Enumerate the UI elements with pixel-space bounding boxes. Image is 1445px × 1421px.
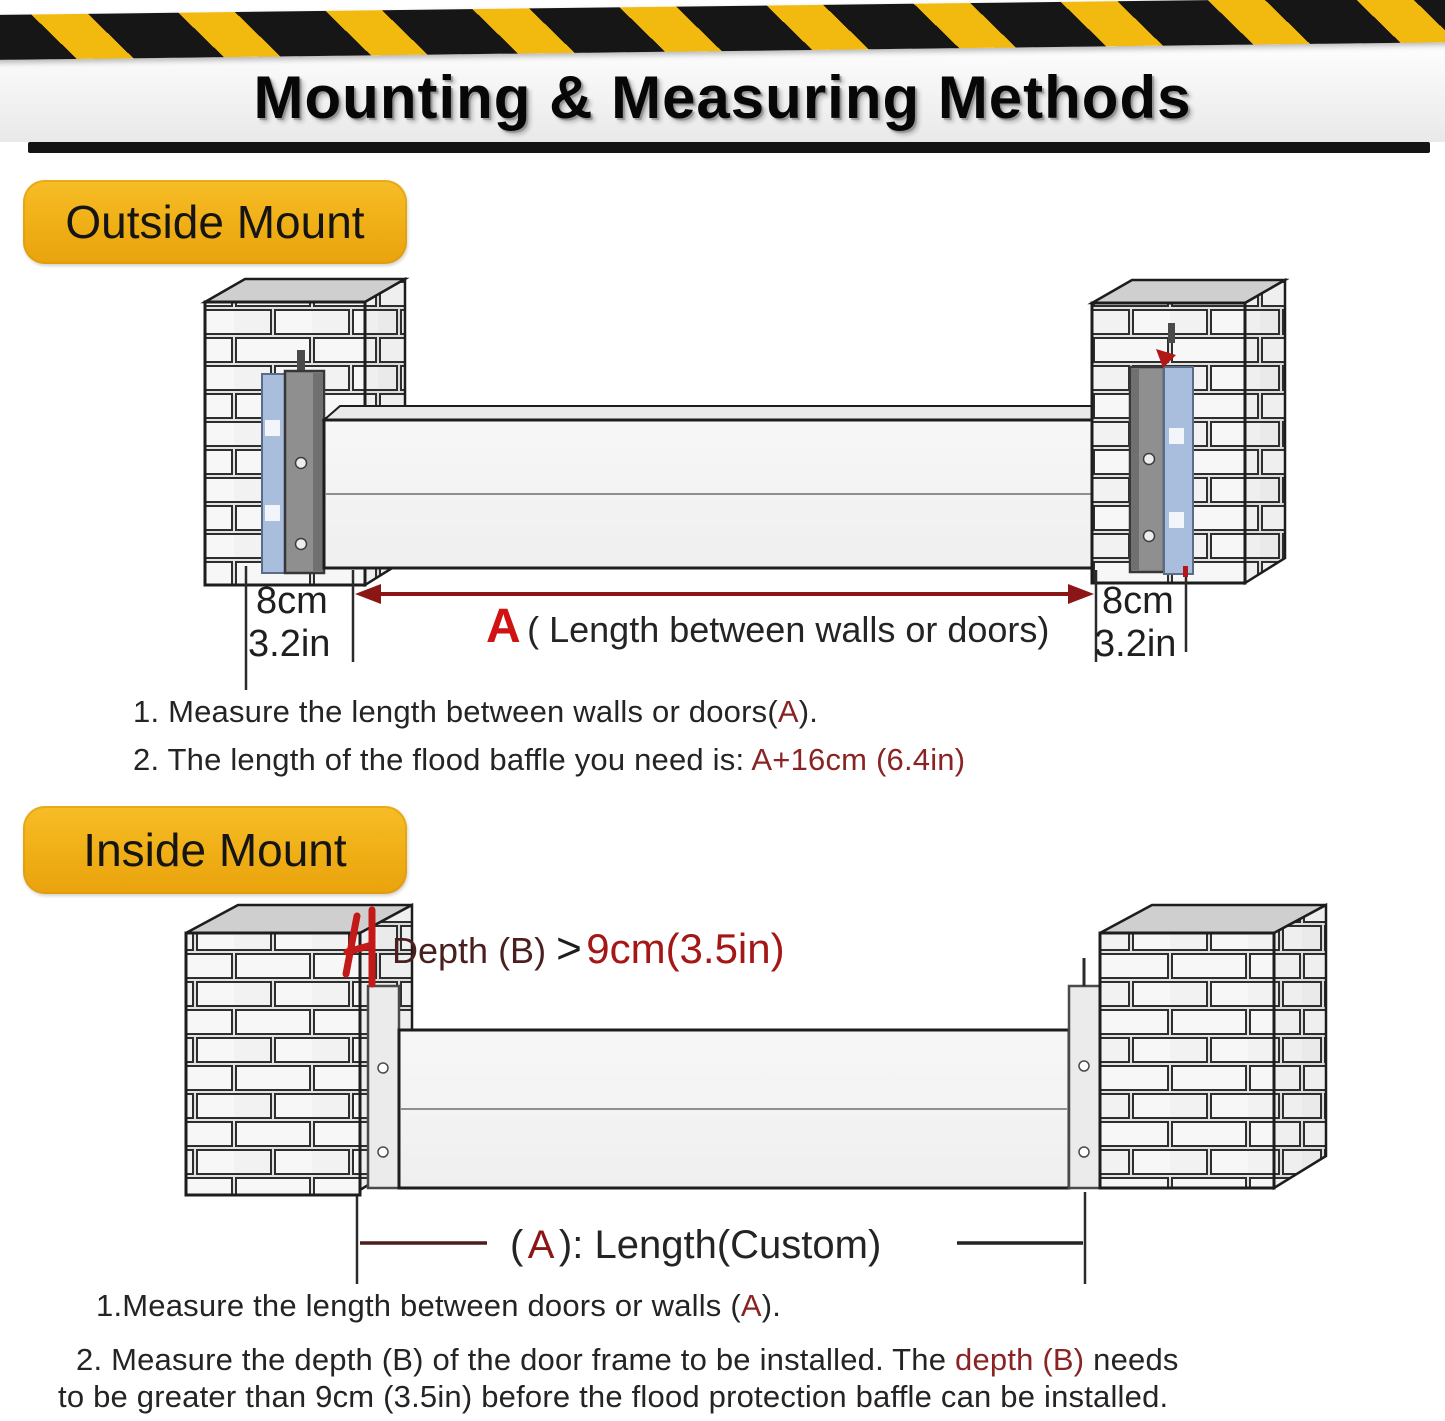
- screw-hole: [1079, 1147, 1089, 1157]
- step-text-red: depth (B): [955, 1342, 1085, 1377]
- inside-step-2-line-2: [58, 1379, 1168, 1415]
- outside-flood-barrier: [324, 406, 1146, 568]
- screw-hole: [296, 458, 307, 469]
- left-mounting-channel: [285, 371, 324, 573]
- arrowhead-left: [355, 584, 381, 604]
- inside-left-channel: [368, 986, 399, 1188]
- step-text-red: A: [740, 1288, 762, 1323]
- step-text: 2. The length of the flood baffle you need is:: [133, 742, 752, 777]
- step-text: ).: [761, 1288, 782, 1323]
- length-label-text: ( Length between walls or doors): [527, 609, 1050, 650]
- right-pillar-side-face: [1274, 905, 1326, 1188]
- inside-mount-badge: Inside Mount: [23, 806, 407, 894]
- step-text: to be greater than 9cm (3.5in) before the flood protection baffle can be installed.: [58, 1379, 1169, 1414]
- step-text: 1. Measure the length between walls or doors(: [133, 694, 778, 729]
- right-seal-mark: [1169, 428, 1184, 444]
- left-pillar-front-face: [186, 933, 360, 1195]
- left-offset-in-label: 3.2in: [248, 623, 331, 665]
- right-offset-in-label: 3.2in: [1094, 623, 1177, 665]
- right-seal-strip: [1164, 367, 1193, 574]
- outside-step-1: [133, 694, 818, 730]
- screw-hole: [1079, 1061, 1089, 1071]
- left-seal-mark: [265, 505, 280, 521]
- inside-flood-barrier: [399, 1030, 1069, 1188]
- left-seal-strip: [262, 374, 285, 573]
- screw-hole: [1144, 531, 1155, 542]
- outside-mount-badge: Outside Mount: [23, 180, 407, 264]
- screw-hole: [1144, 454, 1155, 465]
- step-text: 1.Measure the length between doors or walls (: [96, 1288, 741, 1323]
- custom-length-label: [510, 1223, 881, 1267]
- right-mounting-channel: [1130, 367, 1164, 572]
- right-pillar-front-face: [1100, 933, 1274, 1188]
- length-label-text: ): Length(Custom): [558, 1223, 882, 1267]
- step-text-red: A: [777, 694, 799, 729]
- step-text: 2. Measure the depth (B) of the door frame to be installed. The: [76, 1342, 955, 1377]
- right-seal-mark: [1169, 512, 1184, 528]
- depth-label-value: 9cm(3.5in): [586, 925, 785, 972]
- step-text: needs: [1084, 1342, 1179, 1377]
- step-text-red: A+16cm (6.4in): [751, 742, 966, 777]
- length-between-walls-label: [486, 600, 1049, 653]
- length-label-a: A: [486, 600, 521, 653]
- inside-mount-diagram: [186, 905, 1326, 1284]
- screw-hole: [378, 1147, 388, 1157]
- left-seal-mark: [265, 420, 280, 436]
- depth-label: [392, 924, 785, 973]
- right-offset-cm-label: 8cm: [1102, 580, 1174, 622]
- inside-right-channel: [1069, 958, 1100, 1188]
- arrowhead-right: [1068, 584, 1094, 604]
- left-offset-cm-label: 8cm: [256, 580, 328, 622]
- inside-step-1: [96, 1288, 781, 1324]
- inside-right-pillar: [1100, 905, 1326, 1188]
- depth-label-gt: >: [556, 924, 582, 973]
- right-anchor-slot: [1168, 323, 1175, 343]
- inside-step-2-line-1: [76, 1342, 1179, 1378]
- right-pillar-side-face: [1245, 280, 1285, 583]
- length-label-a: A: [527, 1223, 555, 1267]
- length-label-paren: (: [510, 1223, 524, 1267]
- depth-label-text: Depth (B): [392, 930, 557, 971]
- page-title: Mounting & Measuring Methods: [253, 63, 1192, 131]
- barrier-top-face: [324, 406, 1146, 420]
- screw-hole: [296, 539, 307, 550]
- outside-step-2: [133, 742, 965, 778]
- outside-mount-diagram: [205, 279, 1285, 690]
- screw-hole: [378, 1063, 388, 1073]
- step-text: ).: [798, 694, 819, 729]
